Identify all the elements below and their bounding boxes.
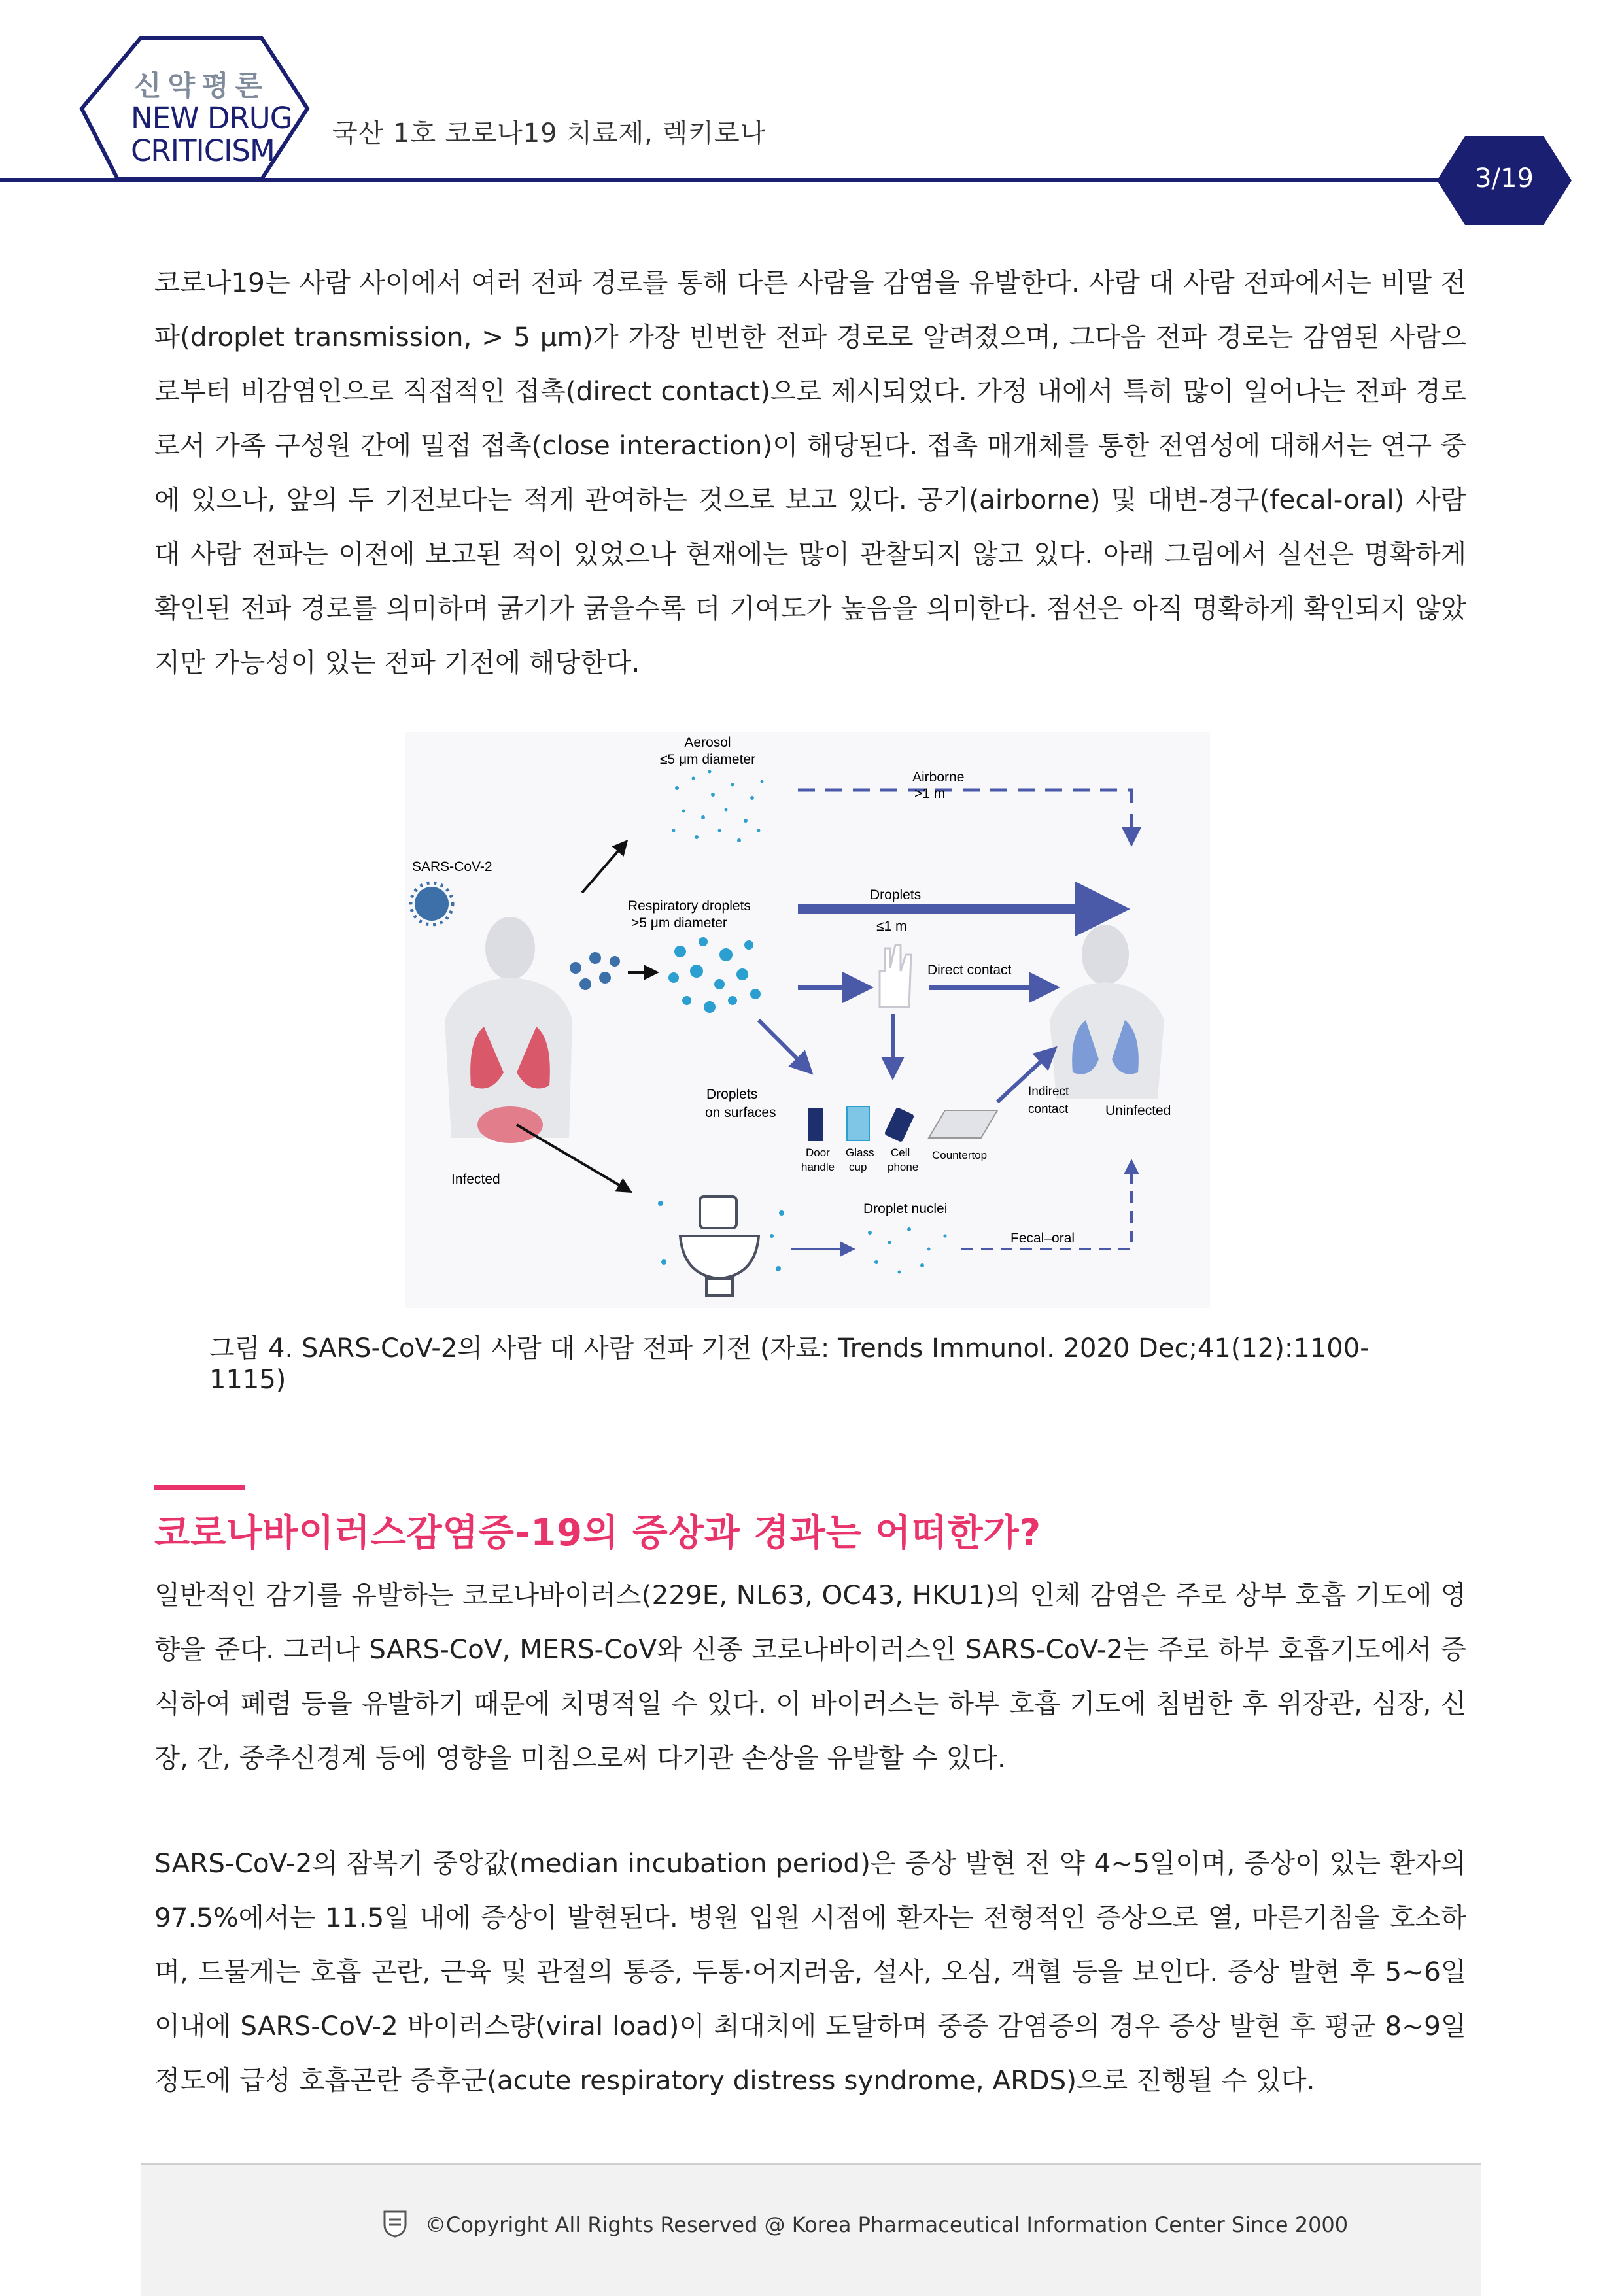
kpic-emblem-icon [382,2209,408,2238]
section-paragraph-1-text: 일반적인 감기를 유발하는 코로나바이러스(229E, NL63, OC43, HKU1)의 인체 감염은 주로 상부 호흡 기도에 영향을 준다. 그러나 SARS-CoV, MERS-CoV와 신종 코로나바이러스인 SARS-CoV-2는 주로 하부 호흡기도에서 증식하여 폐렴 등을 유발하기 때문에 치명적일 수 있다. 이 바이러스는 하부 호흡 기도에 침범한 후 위장관, 심장, 신장, 간, 중추신경계 등에 영향을 미침으로써 다기관 손상을 유발할 수 있다. [154,1579,1466,1773]
section-paragraph-1 [154,1568,1466,1785]
label-respiratory-size: >5 μm diameter [631,916,727,931]
label-door-2: handle [801,1161,835,1173]
hand-icon [880,945,911,1007]
label-indirect-1: Indirect [1028,1085,1069,1099]
label-glass-2: cup [849,1161,867,1173]
label-droplets-distance: ≤1 m [876,919,907,934]
footer-copyright: ©Copyright All Rights Reserved @ Korea Pharmaceutical Information Center Since 2000 [425,2212,1349,2237]
label-uninfected: Uninfected [1105,1103,1171,1118]
intro-text: 코로나19는 사람 사이에서 여러 전파 경로를 통해 다른 사람을 감염을 유발한다. 사람 대 사람 전파에서는 비말 전파(droplet transmission, > 5 μm)가 가장 빈번한 전파 경로로 알려졌으며, 그다음 전파 경로는 감염된 사람으로부터 비감염인으로 직접적인 접촉(direct contact)으로 제시되었다. 가정 내에서 특히 많이 일어나는 전파 경로로서 가족 구성원 간에 밀접 접촉(close interaction)이 해당된다. 접촉 매개체를 통한 전염성에 대해서는 연구 중에 있으나, 앞의 두 기전보다는 적게 관여하는 것으로 보고 있다. 공기(airborne) 및 대변-경구(fecal-oral) 사람 대 사람 전파는 이전에 보고된 적이 있었으나 현재에는 많이 관찰되지 않고 있다. 아래 그림에서 실선은 명확하게 확인된 전파 경로를 의미하며 굵기가 굵을수록 더 기여도가 높음을 의미한다. 점선은 아직 명확하게 확인되지 않았지만 가능성이 있는 전파 기전에 해당한다. [154,267,1466,678]
label-glass-1: Glass [846,1146,874,1159]
logo-english-line1: NEW DRUG [131,101,292,135]
label-surfaces-2: on surfaces [705,1105,776,1120]
header-title: 국산 1호 코로나19 치료제, 렉키로나 [332,118,767,148]
label-aerosol-size: ≤5 μm diameter [659,752,756,767]
label-cell-2: phone [888,1161,919,1173]
intro-paragraph [154,256,1466,690]
glass-cup-icon [847,1106,869,1140]
label-countertop: Countertop [932,1149,988,1161]
figure-caption: 그림 4. SARS-CoV-2의 사람 대 사람 전파 기전 (자료: Trends Immunol. 2020 Dec;41(12):1100-1115) [209,1333,1370,1395]
section-title: 코로나바이러스감염증-19의 증상과 경과는 어떠한가? [154,1512,1042,1554]
page-number: 3/19 [1475,163,1534,194]
label-droplet-nuclei: Droplet nuclei [863,1201,948,1216]
label-respiratory-droplets: Respiratory droplets [628,899,751,914]
section-paragraph-2-text: SARS-CoV-2의 잠복기 중앙값(median incubation period)은 증상 발현 전 약 4~5일이며, 증상이 있는 환자의 97.5%에서는 11.5일 내에 증상이 발현된다. 병원 입원 시점에 환자는 전형적인 증상으로 열, 마른기침을 호소하며, 드물게는 호흡 곤란, 근육 및 관절의 통증, 두통·어지러움, 설사, 오심, 객혈 등을 보인다. 증상 발현 후 5~6일 이내에 SARS-CoV-2 바이러스량(viral load)이 최대치에 도달하며 중증 감염증의 경우 증상 발현 후 평균 8~9일 정도에 급성 호흡곤란 증후군(acute respiratory distress syndrome, ARDS)으로 진행될 수 있다. [154,1847,1466,2096]
label-surfaces-1: Droplets [706,1087,758,1102]
label-indirect-2: contact [1028,1103,1069,1116]
label-sars-cov-2: SARS-CoV-2 [412,859,492,874]
section-paragraph-2 [154,1836,1466,2108]
label-direct-contact: Direct contact [927,963,1012,978]
label-cell-1: Cell [891,1146,910,1159]
logo-english-line2: CRITICISM [131,133,275,168]
logo-korean: 신약평론 [134,70,269,103]
transmission-figure [406,732,1210,1308]
label-infected: Infected [451,1172,500,1187]
label-fecal-oral: Fecal–oral [1010,1231,1075,1246]
label-airborne: Airborne [912,770,965,785]
label-aerosol: Aerosol [684,735,731,750]
section-accent-bar [154,1485,245,1490]
label-door-1: Door [806,1146,830,1159]
label-droplets: Droplets [870,887,922,902]
label-airborne-distance: >1 m [914,786,946,801]
door-handle-icon [808,1108,823,1141]
